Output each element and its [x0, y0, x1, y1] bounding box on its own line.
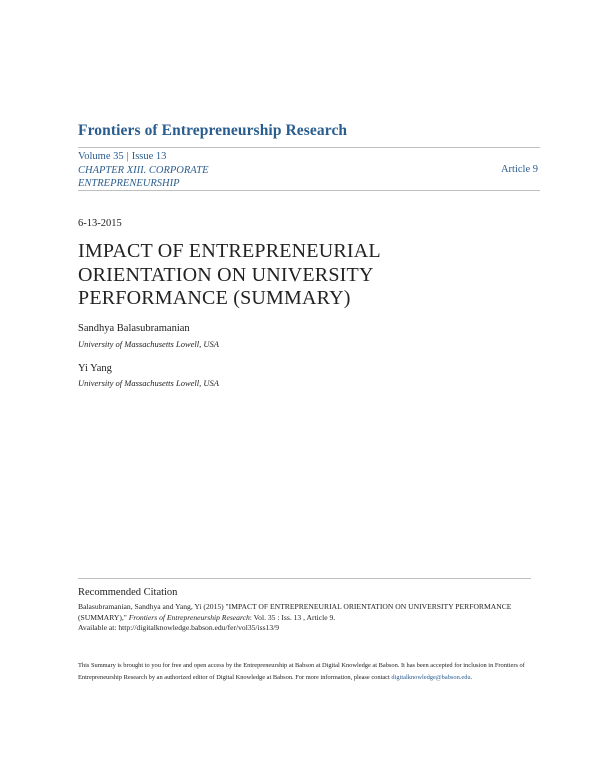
journal-title-link[interactable]: Frontiers of Entrepreneurship Research: [78, 122, 348, 139]
author-name-2: Yi Yang: [78, 363, 112, 374]
author-affiliation-1: University of Massachusetts Lowell, USA: [78, 339, 219, 349]
author-name-1: Sandhya Balasubramanian: [78, 323, 190, 334]
publication-date: 6-13-2015: [78, 218, 122, 229]
access-notice-end: .: [470, 673, 473, 681]
article-number-link[interactable]: Article 9: [500, 164, 538, 175]
issue-link[interactable]: Issue 13: [131, 151, 167, 162]
volume-link[interactable]: Volume 35: [78, 151, 124, 162]
citation-journal: Frontiers of Entrepreneurship Research: [128, 612, 250, 622]
citation-divider: [78, 578, 531, 579]
contact-email-link[interactable]: digitalknowledge@babson.edu: [391, 673, 471, 681]
paper-title: IMPACT OF ENTREPRENEURIAL ORIENTATION ON UNIVERSITY PERFORMANCE (SUMMARY): [78, 240, 381, 309]
access-notice-text: This Summary is brought to you for free and open access by the Entrepreneurship at Babson at Digital Knowledge at Babson. It has been accepted for inclusion in Frontiers of Entrepreneurship Research by an authorized editor of Digital Knowledge at Babson. For more information, please contact: [78, 662, 525, 681]
header-bottom-divider: [78, 190, 540, 191]
chapter-link[interactable]: CHAPTER XIII. CORPORATE ENTREPRENEURSHIP: [78, 164, 209, 189]
recommended-citation-heading: Recommended Citation: [78, 587, 178, 598]
citation-authors-title: Balasubramanian, Sandhya and Yang, Yi (2015) "IMPACT OF ENTREPRENEURIAL ORIENTATION ON UNIVERSITY PERFORMANCE (SUMMARY),": [78, 602, 512, 622]
citation-url-link[interactable]: Available at: http://digitalknowledge.babson.edu/fer/vol35/iss13/9: [78, 623, 280, 632]
issue-info: [78, 150, 248, 191]
volume-issue-separator: |: [126, 151, 129, 162]
access-notice: [78, 660, 528, 683]
author-affiliation-2: University of Massachusetts Lowell, USA: [78, 378, 219, 388]
citation-text: [78, 602, 518, 634]
header-divider: [78, 147, 540, 148]
citation-volume-info: : Vol. 35 : Iss. 13 , Article 9.: [249, 612, 336, 622]
